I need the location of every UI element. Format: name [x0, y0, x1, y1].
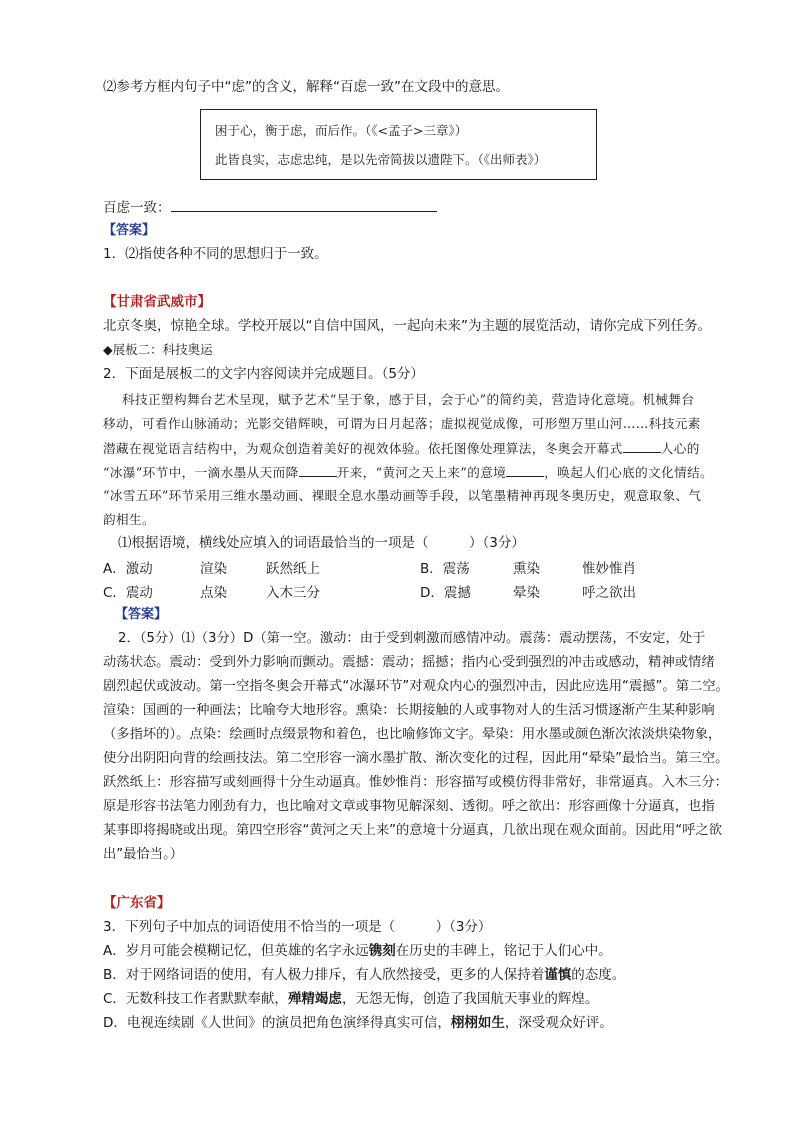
answer-text: 1．⑵指使各种不同的思想归于一致。: [103, 246, 328, 262]
passage-text: “冰瀑”环节中，一滴水墨从天而降: [103, 465, 299, 480]
q3-option-c[interactable]: [103, 989, 598, 1009]
board-label: ◆展板二：科技奥运: [103, 342, 213, 357]
passage-text: 开来，“黄河之天上来”的意境: [336, 465, 507, 480]
passage-line: [103, 462, 713, 483]
explanation-line: 某事即将揭晓或出现。第四空形容“黄河之天上来”的意境十分逼真，几欲出现在观众面前。因此用“呼之欲: [103, 823, 723, 838]
quote-line-2: 此皆良实，志虑忠纯，是以先帝简拔以遗陛下。（《出师表》）: [215, 152, 547, 167]
option-a-word2: 渲染: [200, 561, 227, 577]
explanation-line: 使分出阴阳向背的绘画技法。第二空形容一滴水墨扩散、渐次变化的过程，因此用“晕染”最恰当。第三空。: [103, 751, 729, 766]
blank-3[interactable]: [506, 462, 544, 477]
option-text: A．岁月可能会模糊记忆，但英雄的名字永远: [103, 943, 369, 959]
dotted-word: 殚精竭虑: [287, 991, 342, 1007]
explanation-line: 剧烈起伏或波动。第一空指冬奥会开幕式“冰瀑环节”对观众内心的强烈冲击，因此应选用“震撼”。第二空。: [103, 679, 729, 694]
option-c-word2: 点染: [200, 585, 227, 601]
answer-tag: 【答案】: [115, 607, 168, 622]
fill-in-line: [103, 197, 437, 218]
option-text: 的态度。: [571, 967, 626, 983]
option-d-word1[interactable]: D．震撼: [420, 585, 471, 601]
question-2-stem: 2．下面是展板二的文字内容阅读并完成题目。（5分）: [103, 366, 424, 382]
option-a-word3: 跃然纸上: [266, 561, 320, 577]
passage-line: “冰雪五环”环节采用三维水墨动画、裸眼全息水墨动画等手段，以笔墨精神再现冬奥历史，观意取象、气: [103, 488, 702, 503]
explanation-line: 原是形容书法笔力刚劲有力，也比喻对文章或事物见解深刻、透彻。呼之欲出：形容画像十分逼真，也指: [103, 799, 715, 814]
option-text: ，无怨无悔，创造了我国航天事业的辉煌。: [341, 991, 599, 1007]
passage-text: 潜藏在视觉语言结构中，为观众创造着美好的视效体验。依托图像处理算法，冬奥会开幕式: [103, 441, 623, 456]
explanation-line: 跃然纸上：形容描写或刻画得十分生动逼真。惟妙惟肖：形容描写或模仿得非常好，非常逼真。入木三分：: [103, 775, 728, 790]
passage-text: ，唤起人们心底的文化情结。: [544, 465, 714, 480]
blank-1[interactable]: [623, 438, 661, 453]
passage-line: 移动，可看作山脉涌动；光影交错辉映，可谓为日月起落；虚拟视觉成像，可形塑万里山河……科技元素: [103, 416, 701, 431]
quote-line-1: 困于心，衡于虑，而后作。（《<孟子>三章》）: [215, 123, 468, 138]
explanation-line: 2．（5分）⑴（3分）D（第一空。激动：由于受到刺激而感情冲动。震荡：震动摆荡，不安定，处于: [118, 631, 706, 646]
option-b-word1[interactable]: B．震荡: [420, 561, 470, 577]
blank-2[interactable]: [299, 462, 337, 477]
explanation-line: 渲染：国画的一种画法；比喻夸大地形容。熏染：长期接触的人或事物对人的生活习惯逐渐产生某种影响: [103, 703, 715, 718]
option-d-word2: 晕染: [513, 585, 540, 601]
option-a-word1[interactable]: A．激动: [103, 561, 153, 577]
option-text: C．无数科技工作者默默奉献，: [103, 991, 288, 1007]
region-heading-gansu: 【甘肃省武威市】: [103, 294, 211, 310]
option-text: B．对于网络词语的使用，有人极力排斥，有人欣然接受，更多的人保持着: [103, 967, 545, 983]
explanation-line: （多指坏的）。点染：绘画时点缀景物和着色，也比喻修饰文字。晕染：用水墨或颜色渐次浓淡烘染物象，: [103, 727, 722, 742]
option-b-word3: 惟妙惟肖: [582, 561, 636, 577]
passage-line: 韵相生。: [103, 512, 155, 527]
region-heading-guangdong: 【广东省】: [103, 895, 171, 911]
passage-line: 科技正塑构舞台艺术呈现，赋予艺术“呈于象，感于目，会于心”的简约美，营造诗化意境。机械舞台: [122, 392, 695, 407]
dotted-word: 镌刻: [368, 943, 396, 959]
explanation-line: 动荡状态。震动：受到外力影响而颤动。震撼：震动；摇撼；指内心受到强烈的冲击或感动，精神或情绪: [103, 655, 715, 670]
q3-option-b[interactable]: [103, 965, 625, 985]
option-b-word2: 熏染: [513, 561, 540, 577]
option-text: ，深受观众好评。: [504, 1015, 613, 1031]
q3-option-a[interactable]: [103, 941, 612, 961]
fill-label: 百虑一致：: [103, 200, 171, 216]
option-text: 在历史的丰碑上，铭记于人们心中。: [395, 943, 612, 959]
question-part-2: ⑵参考方框内句子中“虑”的含义，解释“百虑一致”在文段中的意思。: [103, 79, 509, 95]
quote-box: [200, 109, 597, 180]
intro-text: 北京冬奥，惊艳全球。学校开展以“自信中国风，一起向未来”为主题的展览活动，请你完成下列任务。: [103, 318, 711, 334]
passage-line: [103, 438, 700, 459]
dotted-word: 谨慎: [544, 967, 572, 983]
passage-text: 人心的: [660, 441, 700, 456]
question-3-stem: 3．下列句子中加点的词语使用不恰当的一项是（ ）（3分）: [103, 919, 492, 935]
dotted-word: 栩栩如生: [450, 1015, 505, 1031]
explanation-line: 出”最恰当。）: [103, 847, 184, 862]
answer-blank[interactable]: [171, 197, 437, 212]
q3-option-d[interactable]: [103, 1013, 613, 1033]
option-c-word1[interactable]: C．震动: [103, 585, 153, 601]
answer-tag: 【答案】: [103, 223, 156, 238]
option-d-word3: 呼之欲出: [582, 585, 636, 601]
sub-question-1: ⑴根据语境，横线处应填入的词语最恰当的一项是（ ）（3分）: [118, 535, 525, 551]
option-c-word3: 入木三分: [266, 585, 320, 601]
option-text: D．电视连续剧《人世间》的演员把角色演绎得真实可信，: [103, 1015, 451, 1031]
